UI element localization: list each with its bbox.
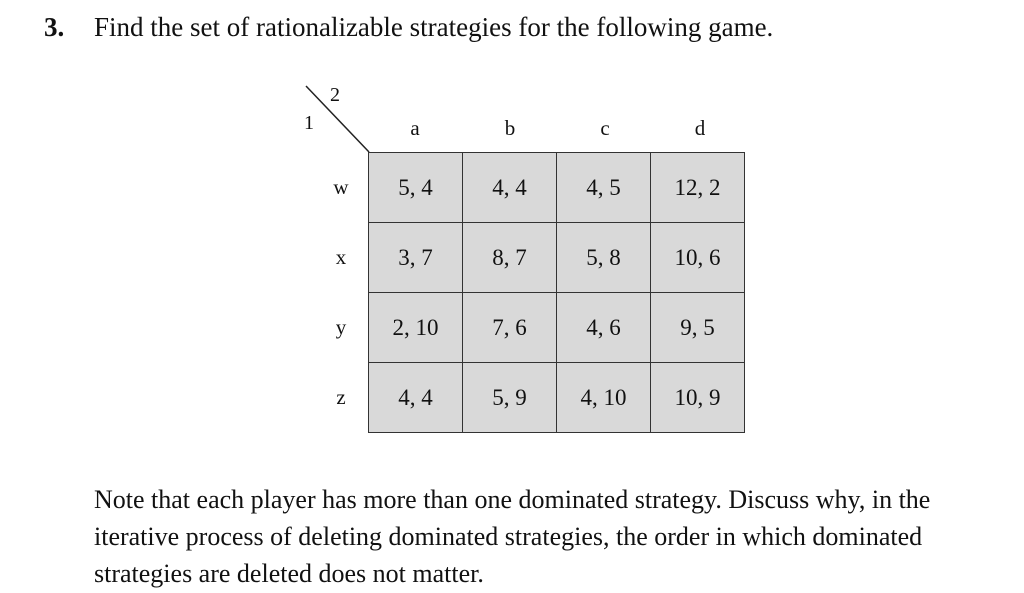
payoff-cell-w-c: 4, 5 [557,153,651,223]
payoff-cell-x-b: 8, 7 [463,223,557,293]
payoff-cell-z-d: 10, 9 [651,363,745,433]
row-label-x: x [335,245,347,269]
payoff-cell-x-d: 10, 6 [651,223,745,293]
payoff-cell-y-b: 7, 6 [463,293,557,363]
question-number: 3. [44,12,65,42]
payoff-cell-w-a: 5, 4 [369,153,463,223]
payoff-cell-y-d: 9, 5 [651,293,745,363]
payoff-cell-w-b: 4, 4 [463,153,557,223]
player-1-label: 1 [304,112,314,134]
column-label-a: a [410,116,420,140]
payoff-cell-x-a: 3, 7 [369,223,463,293]
question-text: Find the set of rationalizable strategies for the following game. [94,12,774,42]
payoff-cell-z-b: 5, 9 [463,363,557,433]
payoff-cell-z-c: 4, 10 [557,363,651,433]
payoff-cell-x-c: 5, 8 [557,223,651,293]
discussion-paragraph: Note that each player has more than one dominated strategy. Discuss why, in the iterative process of deleting dominated strategies, the order in which dominated strategies are deleted does not matter. [94,485,931,588]
payoff-cell-y-c: 4, 6 [557,293,651,363]
column-label-c: c [600,116,610,140]
row-label-w: w [333,175,349,199]
column-label-b: b [504,116,516,140]
row-label-y: y [335,315,347,339]
row-label-z: z [336,385,346,409]
payoff-matrix [368,152,745,433]
player-2-label: 2 [330,84,340,106]
column-label-d: d [694,116,706,140]
payoff-cell-y-a: 2, 10 [369,293,463,363]
payoff-cell-z-a: 4, 4 [369,363,463,433]
payoff-cell-w-d: 12, 2 [651,153,745,223]
